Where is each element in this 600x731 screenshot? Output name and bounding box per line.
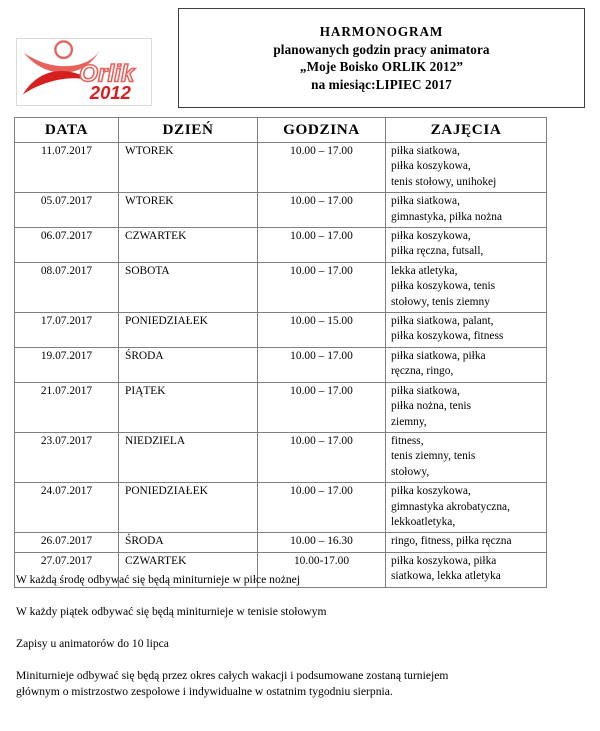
schedule-cell-hours: 10.00 – 17.00: [258, 347, 386, 382]
title-line-4: na miesiąc:LIPIEC 2017: [311, 76, 452, 92]
schedule-cell-hours: 10.00 – 17.00: [258, 228, 386, 263]
schedule-cell-hours: 10.00 – 16.30: [258, 533, 386, 552]
table-row: [15, 533, 547, 552]
schedule-cell-activities: piłka siatkowa, piłka koszykowa, tenis stołowy, unihokej: [386, 143, 547, 193]
svg-text:2012: 2012: [89, 82, 131, 104]
column-header-dzien: DZIEŃ: [119, 118, 258, 143]
svg-text:Orlik: Orlik: [79, 60, 135, 88]
table-row: [15, 483, 547, 533]
schedule-cell-activities: fitness, tenis ziemny, tenis stołowy,: [386, 432, 547, 482]
schedule-cell-activities: lekka atletyka, piłka koszykowa, tenis stołowy, tenis ziemny: [386, 262, 547, 312]
column-header-data: DATA: [15, 118, 119, 143]
schedule-cell-activities: piłka siatkowa, palant, piłka koszykowa, fitness: [386, 313, 547, 348]
title-line-2: planowanych godzin pracy animatora: [273, 41, 490, 57]
schedule-table: [14, 117, 547, 588]
schedule-cell-activities: piłka siatkowa, piłka ręczna, ringo,: [386, 347, 547, 382]
column-header-godzina: GODZINA: [258, 118, 386, 143]
schedule-cell-day: PIĄTEK: [119, 382, 258, 432]
schedule-cell-hours: 10.00 – 17.00: [258, 382, 386, 432]
schedule-cell-day: ŚRODA: [119, 533, 258, 552]
table-row: [15, 382, 547, 432]
schedule-cell-date: 17.07.2017: [15, 313, 119, 348]
footer-note: W każdą środę odbywać się będą miniturnieje w piłce nożnej: [16, 573, 301, 586]
schedule-cell-activities: ringo, fitness, piłka ręczna: [386, 533, 547, 552]
schedule-cell-date: 24.07.2017: [15, 483, 119, 533]
schedule-cell-hours: 10.00 – 17.00: [258, 262, 386, 312]
schedule-cell-activities: piłka koszykowa, piłka ręczna, futsall,: [386, 228, 547, 263]
orlik-2012-logo: [16, 38, 152, 106]
table-header-row: [15, 118, 547, 143]
schedule-cell-activities: piłka koszykowa, piłka siatkowa, lekka atletyka: [386, 552, 547, 587]
table-row: [15, 313, 547, 348]
schedule-cell-day: CZWARTEK: [119, 228, 258, 263]
footer-notes: [16, 572, 576, 699]
column-header-zajecia: ZAJĘCIA: [386, 118, 547, 143]
schedule-cell-day: PONIEDZIAŁEK: [119, 483, 258, 533]
table-row: [15, 347, 547, 382]
schedule-cell-day: NIEDZIELA: [119, 432, 258, 482]
schedule-cell-activities: piłka siatkowa, gimnastyka, piłka nożna: [386, 193, 547, 228]
title-line-1: HARMONOGRAM: [319, 24, 444, 39]
table-row: [15, 143, 547, 193]
schedule-cell-day: PONIEDZIAŁEK: [119, 313, 258, 348]
schedule-title-box: [178, 8, 585, 108]
schedule-cell-day: WTOREK: [119, 143, 258, 193]
schedule-cell-date: 08.07.2017: [15, 262, 119, 312]
schedule-cell-date: 23.07.2017: [15, 432, 119, 482]
footer-note: Miniturnieje odbywać się będą przez okres całych wakacji i podsumowane zostaną turniejem głównym o mistrzostwo zespołowe i indywidualne w ostatnim tygodniu sierpnia.: [16, 669, 449, 698]
table-row: [15, 193, 547, 228]
schedule-cell-hours: 10.00 – 17.00: [258, 483, 386, 533]
schedule-cell-hours: 10.00 – 15.00: [258, 313, 386, 348]
schedule-cell-day: ŚRODA: [119, 347, 258, 382]
schedule-cell-day: SOBOTA: [119, 262, 258, 312]
title-line-3: „Moje Boisko ORLIK 2012”: [299, 59, 464, 74]
schedule-cell-hours: 10.00 – 17.00: [258, 193, 386, 228]
schedule-cell-hours: 10.00-17.00: [258, 552, 386, 587]
schedule-cell-hours: 10.00 – 17.00: [258, 143, 386, 193]
schedule-cell-date: 11.07.2017: [15, 143, 119, 193]
schedule-cell-date: 19.07.2017: [15, 347, 119, 382]
schedule-cell-day: WTOREK: [119, 193, 258, 228]
schedule-cell-date: 26.07.2017: [15, 533, 119, 552]
footer-note: W każdy piątek odbywać się będą miniturnieje w tenisie stołowym: [16, 605, 327, 618]
table-row: [15, 432, 547, 482]
schedule-cell-hours: 10.00 – 17.00: [258, 432, 386, 482]
table-row: [15, 262, 547, 312]
schedule-cell-activities: piłka koszykowa, gimnastyka akrobatyczna, lekkoatletyka,: [386, 483, 547, 533]
table-row: [15, 228, 547, 263]
schedule-cell-date: 27.07.2017: [15, 552, 119, 587]
schedule-cell-date: 05.07.2017: [15, 193, 119, 228]
schedule-cell-activities: piłka siatkowa, piłka nożna, tenis ziemny,: [386, 382, 547, 432]
schedule-cell-date: 21.07.2017: [15, 382, 119, 432]
schedule-cell-date: 06.07.2017: [15, 228, 119, 263]
schedule-cell-day: CZWARTEK: [119, 552, 258, 587]
footer-note: Zapisy u animatorów do 10 lipca: [16, 637, 169, 650]
document-header: [0, 0, 600, 112]
table-body: [15, 143, 547, 588]
table-header: [15, 118, 547, 143]
